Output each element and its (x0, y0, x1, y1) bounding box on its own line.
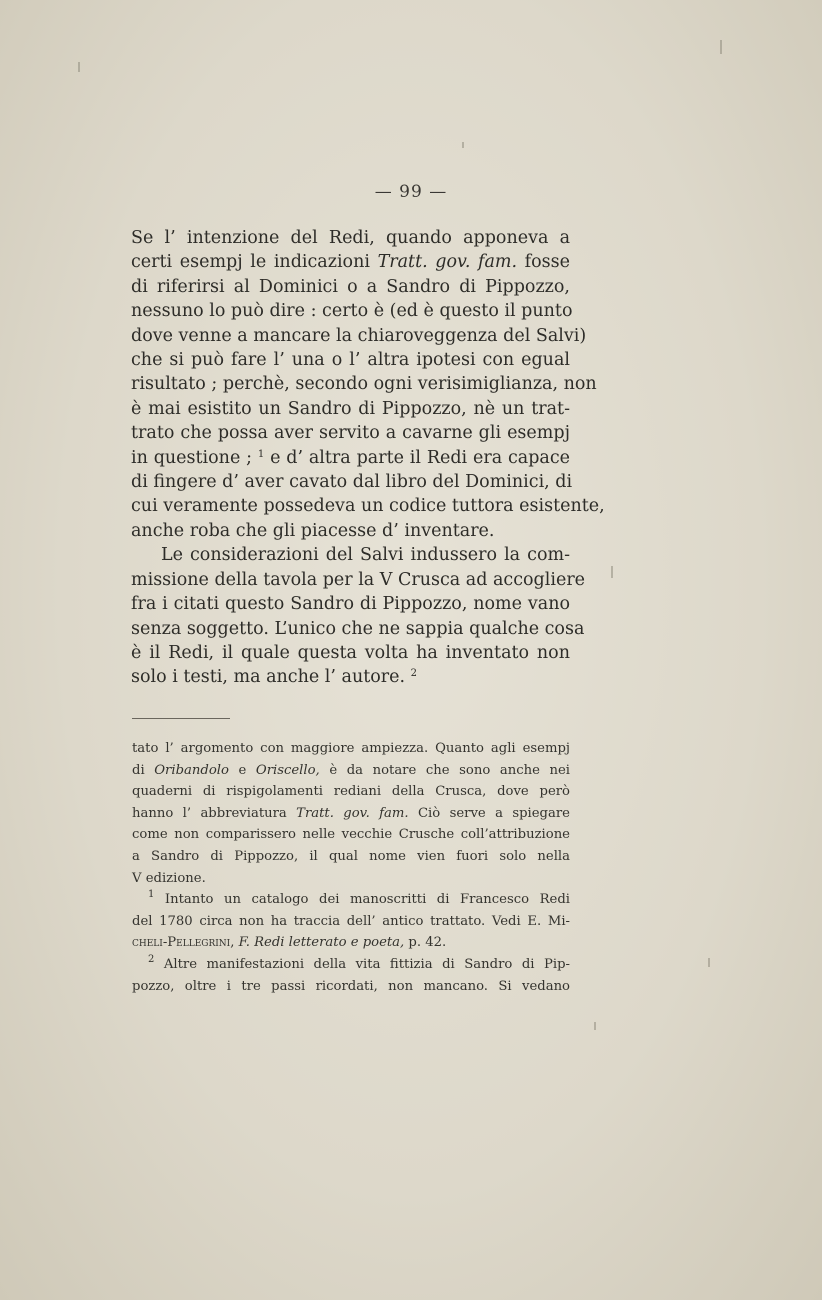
footnote-line: del 1780 circa non ha traccia dell’ antico trattato. Vedi E. Mi- (132, 913, 570, 929)
footnote-line: a Sandro di Pippozzo, il qual nome vien fuori solo nella (132, 848, 570, 864)
footnote-ref-2: 2 (410, 668, 417, 680)
footnotes (132, 738, 570, 997)
text-line: anche roba che gli piacesse d’ inventare. (131, 520, 495, 541)
footnote-2: $^2$ Altre manifestazioni della vita fittizia di Sandro di Pip- (148, 953, 570, 972)
text-line: nessuno lo può dire : certo è (ed è questo il punto (131, 301, 573, 322)
text-line: di fingere d’ aver cavato dal libro del Dominici, di (131, 472, 573, 493)
text-line: Se l’ intenzione del Redi, quando apponeva a (131, 228, 570, 248)
footnote-ref-1: 1 (257, 448, 265, 460)
footnote-line: V edizione. (132, 870, 206, 886)
text-line: Le considerazioni del Salvi indussero la com- (161, 545, 570, 566)
text-line: è mai esistito un Sandro di Pippozzo, nè un trat- (131, 398, 570, 419)
text-line: risultato ; perchè, secondo ogni verisimiglianza, non (131, 374, 597, 395)
text-line: senza soggetto. L’unico che ne sappia qualche cosa (131, 618, 585, 639)
footnote-line: di Oribandolo e Oriscello, è da notare che sono anche nei (132, 762, 570, 778)
main-text (131, 226, 605, 690)
text-line: trato che possa aver servito a cavarne gli esempj (131, 423, 570, 444)
text-line: fra i citati questo Sandro di Pippozzo, nome vano (131, 594, 570, 615)
footnote-line: tato l’ argomento con maggiore ampiezza. Quanto agli esempj (132, 741, 570, 756)
page-number: — 99 — (374, 182, 448, 202)
footnote-line: come non comparissero nelle vecchie Crusche coll’attribuzione (132, 827, 570, 843)
footnote-1: $^1$ Intanto un catalogo dei manoscritti di Francesco Redi (148, 889, 570, 908)
text-line: dove venne a mancare la chiaroveggenza del Salvi) (131, 325, 587, 346)
text-line: certi esempj le indicazioni Tratt. gov. fam. fosse (131, 252, 570, 273)
footnote-line: hanno l’ abbreviatura Tratt. gov. fam. Ciò serve a spiegare (132, 805, 570, 821)
text-line: missione della tavola per la V Crusca ad accogliere (131, 569, 586, 590)
text-line: in questione ; $^1$ e d’ altra parte il Redi era capace (131, 447, 570, 468)
text-line: cui veramente possedeva un codice tuttora esistente, (131, 496, 605, 517)
footnote-line: cheli-Pellegrini, F. Redi letterato e poeta, p. 42. (132, 935, 447, 951)
footnote-line: quaderni di rispigolamenti rediani della Crusca, dove però (132, 784, 570, 800)
text-line: è il Redi, il quale questa volta ha inventato non (131, 642, 570, 663)
text-line: che si può fare l’ una o l’ altra ipotesi con egual (131, 350, 570, 371)
footnote-separator (132, 718, 230, 719)
text-line: solo i testi, ma anche l’ autore. $^2$ (131, 667, 417, 688)
footnote-line: pozzo, oltre i tre passi ricordati, non mancano. Si vedano (132, 978, 570, 994)
text-line: di riferirsi al Dominici o a Sandro di Pippozzo, (131, 276, 570, 297)
